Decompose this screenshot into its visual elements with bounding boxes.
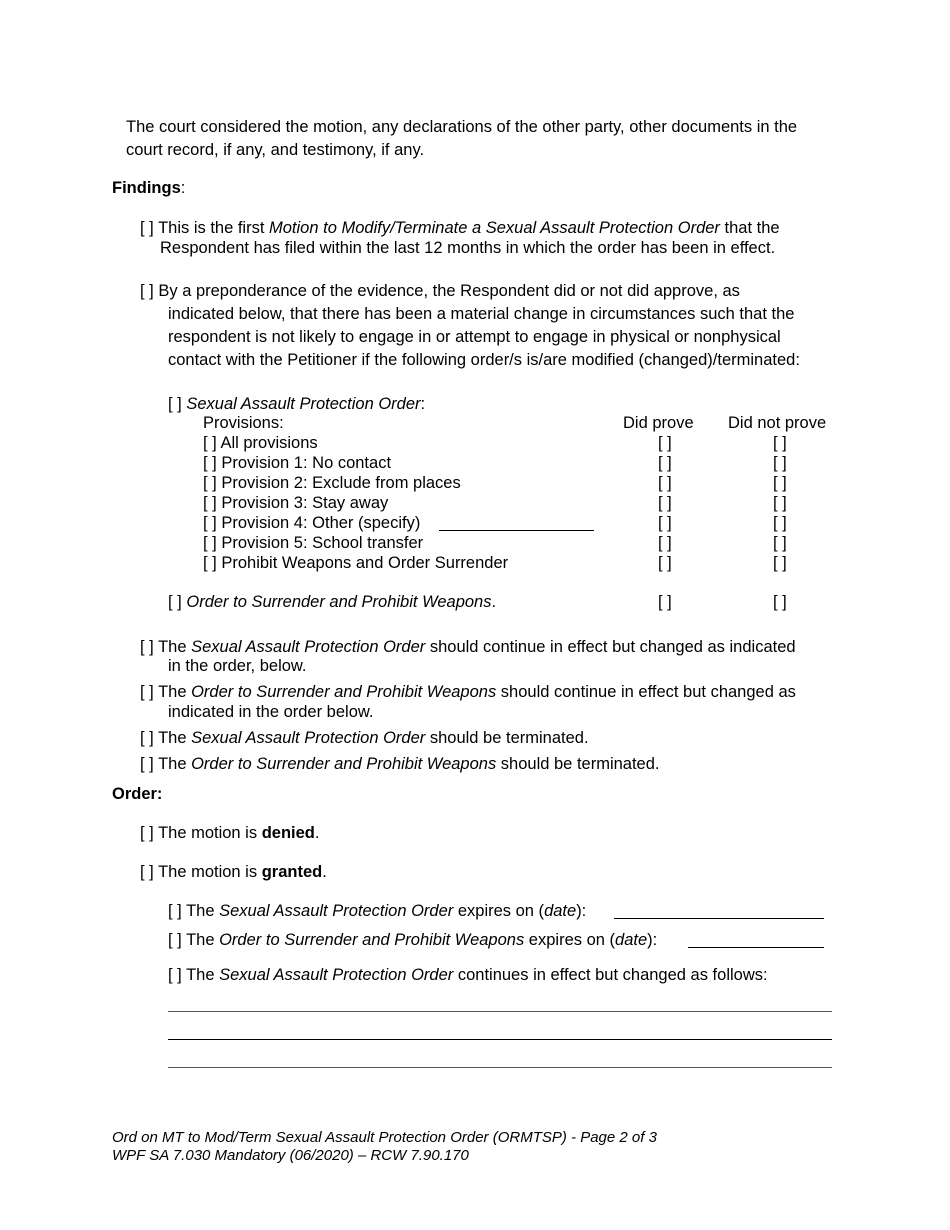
provision-row: [ ] Provision 5: School transfer — [203, 534, 424, 552]
preponderance-line2: indicated below, that there has been a material change in circumstances such that the — [168, 305, 795, 323]
checkbox[interactable]: [ ] — [203, 494, 217, 512]
ospw-expiry-date-blank[interactable] — [688, 947, 824, 948]
did-prove-checkbox[interactable]: [ ] — [658, 593, 672, 611]
checkbox[interactable]: [ ] — [168, 902, 182, 920]
ospw-item: [ ] Order to Surrender and Prohibit Weapons. — [168, 593, 497, 611]
did-not-prove-checkbox[interactable]: [ ] — [773, 534, 787, 552]
changes-line[interactable] — [168, 1011, 832, 1012]
checkbox[interactable]: [ ] — [140, 638, 154, 656]
finding-preponderance: [ ] By a preponderance of the evidence, the Respondent did or not did approve, as — [140, 282, 740, 300]
did-prove-checkbox[interactable]: [ ] — [658, 434, 672, 452]
provision-row: [ ] Provision 3: Stay away — [203, 494, 389, 512]
checkbox[interactable]: [ ] — [168, 395, 182, 413]
checkbox[interactable]: [ ] — [203, 474, 217, 492]
did-prove-checkbox[interactable]: [ ] — [658, 534, 672, 552]
checkbox[interactable]: [ ] — [140, 863, 154, 881]
changes-line[interactable] — [168, 1067, 832, 1068]
checkbox[interactable]: [ ] — [140, 282, 154, 300]
did-not-prove-checkbox[interactable]: [ ] — [773, 474, 787, 492]
footer-line1: Ord on MT to Mod/Term Sexual Assault Protection Order (ORMTSP) - Page 2 of 3 — [112, 1129, 657, 1146]
provision-row: [ ] Provision 2: Exclude from places — [203, 474, 461, 492]
checkbox[interactable]: [ ] — [203, 454, 217, 472]
checkbox[interactable]: [ ] — [140, 683, 154, 701]
provision-row: [ ] All provisions — [203, 434, 318, 452]
finding-sapo-terminate: [ ] The Sexual Assault Protection Order should be terminated. — [140, 729, 589, 747]
finding-ospw-terminate: [ ] The Order to Surrender and Prohibit Weapons should be terminated. — [140, 755, 660, 773]
ospw-continue-line2: indicated in the order below. — [168, 703, 374, 721]
provision-row: [ ] Provision 1: No contact — [203, 454, 392, 472]
footer-line2: WPF SA 7.030 Mandatory (06/2020) – RCW 7.90.170 — [112, 1147, 469, 1164]
checkbox[interactable]: [ ] — [168, 931, 182, 949]
intro-paragraph: The court considered the motion, any declarations of the other party, other documents in the court record, if any, and testimony, if any. — [126, 118, 798, 159]
provision-row: [ ] Prohibit Weapons and Order Surrender — [203, 554, 509, 572]
preponderance-line3: respondent is not likely to engage in or attempt to engage in physical or nonphysical — [168, 328, 781, 346]
checkbox[interactable]: [ ] — [140, 824, 154, 842]
checkbox[interactable]: [ ] — [203, 434, 217, 452]
did-not-prove-checkbox[interactable]: [ ] — [773, 494, 787, 512]
col-did-not-prove: Did not prove — [728, 414, 827, 432]
order-sapo-changed: [ ] The Sexual Assault Protection Order continues in effect but changed as follows: — [168, 966, 768, 984]
checkbox[interactable]: [ ] — [140, 755, 154, 773]
finding-sapo-continue: [ ] The Sexual Assault Protection Order should continue in effect but changed as indicated — [140, 638, 796, 656]
sapo-expiry-date-blank[interactable] — [614, 918, 824, 919]
checkbox[interactable]: [ ] — [203, 534, 217, 552]
order-denied: [ ] The motion is denied. — [140, 824, 320, 842]
did-prove-checkbox[interactable]: [ ] — [658, 514, 672, 532]
did-not-prove-checkbox[interactable]: [ ] — [773, 454, 787, 472]
did-not-prove-checkbox[interactable]: [ ] — [773, 554, 787, 572]
did-prove-checkbox[interactable]: [ ] — [658, 554, 672, 572]
order-granted: [ ] The motion is granted. — [140, 863, 327, 881]
finding-first-motion-line2: Respondent has filed within the last 12 months in which the order has been in effect. — [160, 239, 776, 257]
finding-ospw-continue: [ ] The Order to Surrender and Prohibit Weapons should continue in effect but changed as — [140, 683, 796, 701]
provisions-label: Provisions: — [203, 414, 284, 432]
provision-row: [ ] Provision 4: Other (specify) — [203, 514, 421, 532]
order-heading: Order: — [112, 785, 163, 803]
checkbox[interactable]: [ ] — [168, 593, 182, 611]
order-sapo-expires: [ ] The Sexual Assault Protection Order expires on (date): — [168, 902, 587, 920]
did-not-prove-checkbox[interactable]: [ ] — [773, 593, 787, 611]
specify-blank-line[interactable] — [439, 530, 594, 531]
finding-first-motion: [ ] This is the first Motion to Modify/Terminate a Sexual Assault Protection Order that the — [140, 219, 780, 237]
changes-line[interactable] — [168, 1039, 832, 1040]
checkbox[interactable]: [ ] — [203, 554, 217, 572]
preponderance-line4: contact with the Petitioner if the following order/s is/are modified (changed)/terminated: — [168, 351, 800, 369]
col-did-prove: Did prove — [623, 414, 694, 432]
checkbox[interactable]: [ ] — [203, 514, 217, 532]
sapo-item: [ ] Sexual Assault Protection Order: — [168, 395, 426, 413]
did-not-prove-checkbox[interactable]: [ ] — [773, 514, 787, 532]
did-prove-checkbox[interactable]: [ ] — [658, 474, 672, 492]
checkbox[interactable]: [ ] — [140, 729, 154, 747]
did-not-prove-checkbox[interactable]: [ ] — [773, 434, 787, 452]
order-ospw-expires: [ ] The Order to Surrender and Prohibit Weapons expires on (date): — [168, 931, 658, 949]
did-prove-checkbox[interactable]: [ ] — [658, 454, 672, 472]
did-prove-checkbox[interactable]: [ ] — [658, 494, 672, 512]
checkbox[interactable]: [ ] — [140, 219, 154, 237]
findings-heading: Findings: — [112, 179, 186, 197]
checkbox[interactable]: [ ] — [168, 966, 182, 984]
sapo-continue-line2: in the order, below. — [168, 657, 307, 675]
